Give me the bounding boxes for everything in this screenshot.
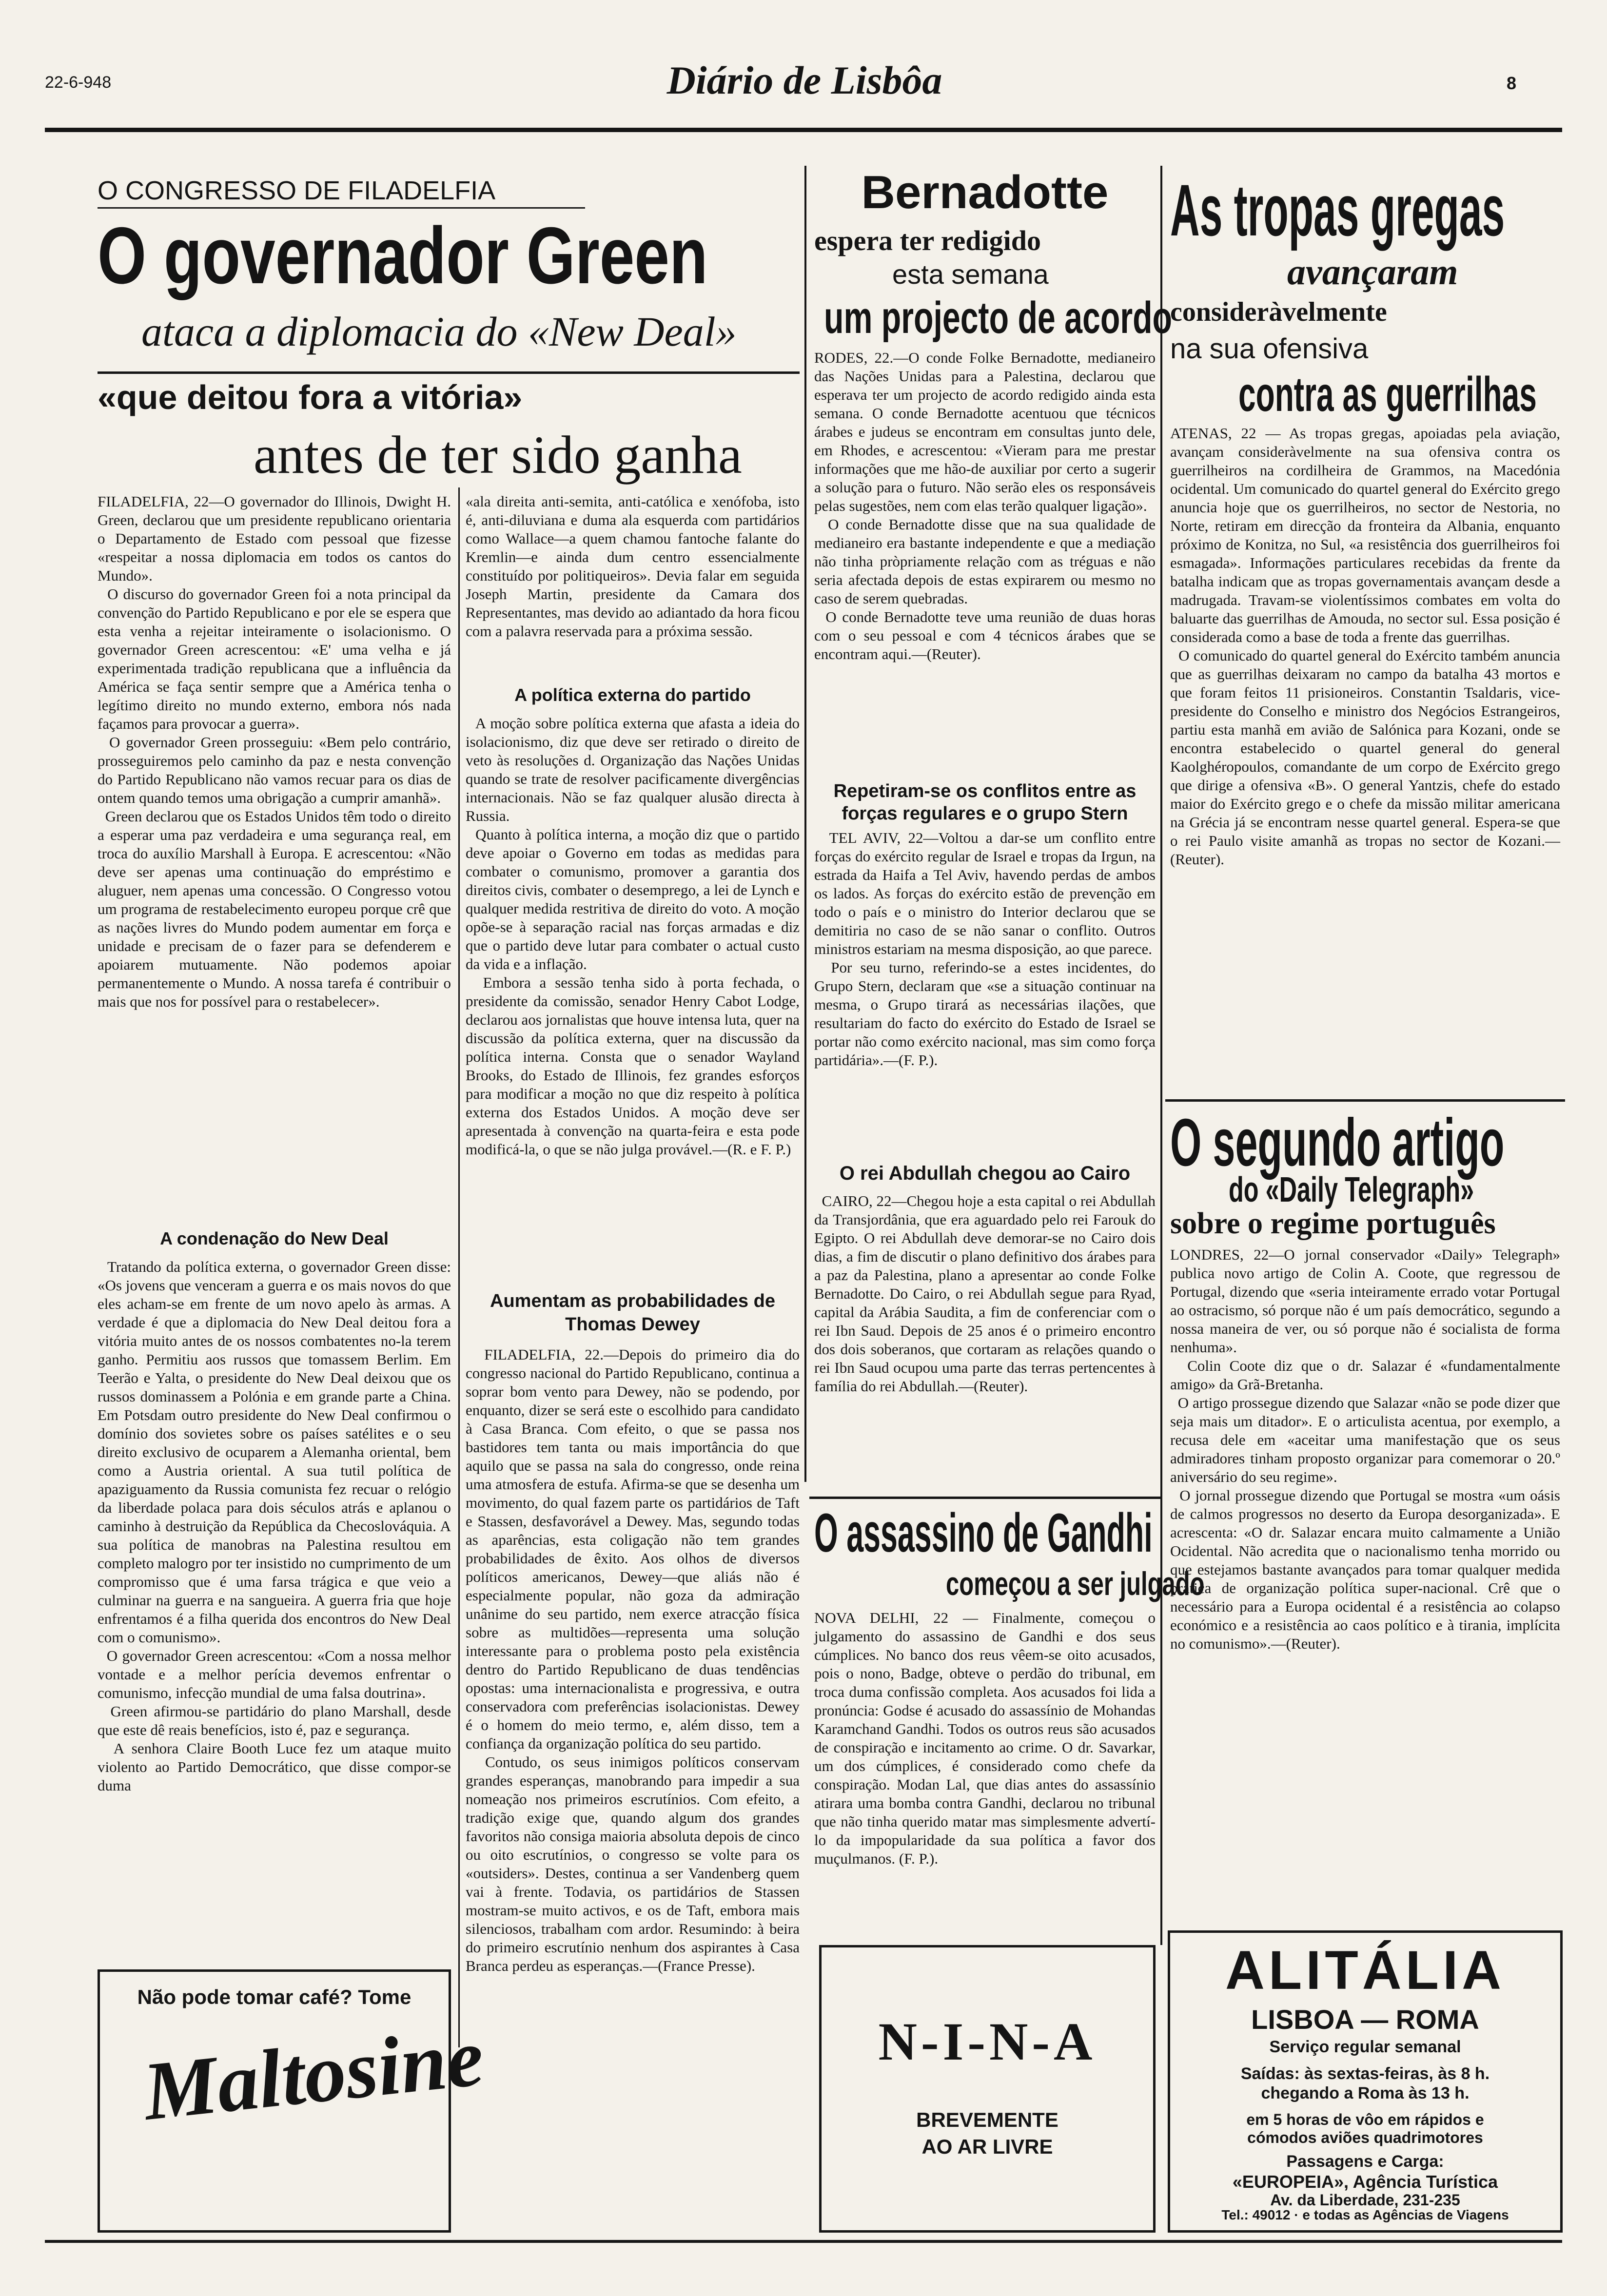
bernadotte-body-3: CAIRO, 22—Chegou hoje a esta capital o rei Abdullah da Transjordânia, que era aguardado pelo rei Farouk do Egipto. O rei Abdullah deve demorar-se no Cairo dois dias, a fim de discutir o plano definitivo dos árabes para a paz da Palestina, plano a apresentar ao conde Folke Bernadotte. Do Cairo, o rei Abdullah segue para Ryad, capital da Arábia Saudita, a fim de conferenciar com o rei Ibn Saud. Depois de 25 anos é o primeiro encontro dos dois soberanos, que cortaram as relações quando o rei Ibn Saud ocupou uma parte das terras pertencentes à família do rei Abdullah.—(Reuter). [814,1192,1159,1395]
article-body-col2: «ala direita anti-semita, anti-católica e xenófoba, isto é, anti-diluviana e duma ala esquerda com partidários como Wallace—a quem chamou fantoche falante do Kremlin—e ainda dum centro essencialmente constituído por politiqueiros». Devia falar em seguida Joseph Martin, presidente da Camara dos Representantes, mas devido ao adiantado da hora ficou com a palavra reservada para a próxima sessão. [466,493,804,640]
column-rule [458,487,460,2047]
deck-rule [98,371,800,374]
nina-line-2: AO AR LIVRE [921,2135,1053,2158]
kicker: O CONGRESSO DE FILADELFIA [98,176,496,205]
telegraph-body: LONDRES, 22—O jornal conservador «Daily» Telegraph» publica novo artigo de Colin A. Coote, que regressou de Portugal, dizendo que «seria inteiramente errado votar Portugal ao ostracismo, só porque não é um país democrático, segundo a nossa maneira de ver, ou só porque não é socialista de forma nenhuma». Colin Coote diz que o dr. Salazar é «fundamentalmente amigo» da Grã-Bretanha. O artigo prossegue dizendo que Salazar «não se pode dizer que seja mais um ditador». E o articulista acentua, por exemplo, a recusa dele em «aceitar uma manifestação que os seus admiradores tinham proposto organizar para comemorar o 20.º aniversário do seu regime». O jornal prossegue dizendo que Portugal se mostra «um oásis de calmos progressos no deserto da Europa desorganizada». E acrescenta: «O dr. Salazar encara muito calmamente a União Ocidental. Não acredita que o nacionalismo tenha morrido ou que estejamos bastante avançados para tomar qualquer medida prática de organização política super-nacional. Crê que o necessário para a Europa ocidental é a resistência ao colapso económico e a resistência ao caos político e à tirania, implícita no comunismo».—(Reuter). [1170,1246,1561,1652]
alitalia-address: Av. da Liberdade, 231-235 [1270,2191,1460,2209]
nina-ad [819,1945,1156,2233]
subhead: A política externa do partido [514,685,751,705]
greek-headline-1: As tropas gregas [1170,169,1505,251]
nina-logo: N-I-N-A [878,2012,1097,2071]
header-rule [45,128,1562,132]
greek-headline-2: avançaram [1287,252,1458,292]
masthead: Diário de Lisbôa [666,58,942,102]
gandhi-body: NOVA DELHI, 22 — Finalmente, começou o julgamento do assassino de Gandhi e dos seus cúmplices. No banco dos reus vêem-se oito acusados, pois o nono, Badge, obteve o perdão do tribunal, em troca duma confissão completa. Aos acusados foi lida a pronúncia: Godse é acusado do assassínio de Mohandas Karamchand Gandhi. Todos os outros reus são acusados de conspiração e incitamento ao crime. O dr. Savarkar, um dos cúmplices, é considerado como chefe da conspiração. Modan Lal, que dias antes do assassínio atirara uma bomba contra Gandhi, declarou no tribunal que não tinha querido matar mas simplesmente advertí-lo da impopularidade da sua política a favor dos muçulmanos. (F. P.). [814,1609,1159,1867]
subhead: O rei Abdullah chegou ao Cairo [839,1163,1131,1184]
alitalia-logo: ALITÁLIA [1225,1940,1506,2001]
alitalia-duration-1: em 5 horas de vôo em rápidos e [1246,2111,1484,2128]
bernadotte-body-2: TEL AVIV, 22—Voltou a dar-se um conflito entre forças do exército regular de Israel e tropas da Irgun, na estrada da Haifa a Tel Aviv, havendo perdas de ambos os lados. As forças do exército estão de prevenção em todo o país e o ministro do Interior declarou que se demitiria no caso de se não sanar o conflito. Outros ministros estariam na mesma disposição, ao que parece. Por seu turno, referindo-se a estes incidentes, do Grupo Stern, declaram que «se a situação continuar na mesma, o Grupo tirará as necessárias ilações, que resultariam do facto do exército do Estado de Israel se portar não como exército nacional, mas sim como força partidária».—(F. P.). [814,829,1156,1069]
subhead: A condenação do New Deal [160,1228,389,1248]
greek-headline-4: na sua ofensiva [1170,333,1369,365]
article-body-col1-part2: Tratando da política externa, o governador Green disse: «Os jovens que venceram a guerra e os mais novos do que eles acham-se em frente de um novo apelo às armas. A verdade é que a diplomacia do New Deal deitou fora a vitória muito antes de os nossos combatentes no-la terem ganho. Permitiu aos russos que tomassem Berlim. Em Teerão e Yalta, o presidente do New Deal deixou que os russos dominassem a Polónia e em grande parte a China. Em Potsdam outro presidente do New Deal confirmou o domínio dos sovietes sobre os países satélites e o seu direito exclusivo de ocuparem a Alemanha oriental, bem como a Austria oriental. A sua tutil política de apaziguamento da Russia comunista fez recuar o relógio da liberdade polaca para dois séculos atrás e aplanou o caminho à destruição da República da Checoslováquia. A sua política de manobras na Palestina resultou em completo malogro por ter insistido no cumprimento de um compromisso que é uma farsa trágica e que veio a culminar na guerra e na sangueira. A guerra fria que hoje enfrentamos é a filha querida dos encontros do New Deal com o comunismo». O governador Green acrescentou: «Com a nossa melhor vontade e a melhor perícia devemos enfrentar o comunismo, infecção mundial de uma falsa doutrina». Green afirmou-se partidário do plano Marshall, desde que este dê reais benefícios, isto é, paz e segurança. A senhora Claire Booth Luce fez um ataque muito violento ao Partido Democrático, que disse compor-se duma [98,1258,451,1794]
subhead: Aumentam as probabilidades de Thomas Dewey [490,1291,775,1335]
subhead: Repetiram-se os conflitos entre as forças regulares e o grupo Stern [833,781,1137,824]
page-number: 8 [1507,73,1517,93]
deck: ataca a diplomacia do «New Deal» [141,308,737,355]
article-body-col2-part2: A moção sobre política externa que afasta a ideia do isolacionismo, diz que deve ser retirado o direito de veto às resoluções d. Organização das Nações Unidas quando se trate de resolver pacificamente divergências internacionais. Não se faz qualquer alusão directa à Russia. Quanto à política interna, a moção diz que o partido deve apoiar o Governo em todas as medidas para combater o comunismo, promover a garantia dos direitos civis, combater o desemprego, a lei de Lynch e qualquer medida restritiva de direito do voto. A moção opõe-se à separação racial nas forças armadas e diz que o partido deve lutar para combater o actual custo da vida e a inflação. Embora a sessão tenha sido à porta fechada, o presidente da comissão, senador Henry Cabot Lodge, declarou aos jornalistas que houve intensa luta, quer na discussão da política externa, quer na discussão da política interna. Consta que o senador Wayland Brooks, do Estado de Illinois, fez grandes esforços para modificar a moção no que diz respeito à política externa dos Estados Unidos. A moção deve ser apresentada à convenção na quarta-feira e esta pode modificá-la, o que se não julga provável.—(R. e F. P.) [466,715,800,1158]
article-body-col2-part3: FILADELFIA, 22.—Depois do primeiro dia do congresso nacional do Partido Republicano, continua a soprar bom vento para Dewey, não se podendo, por enquanto, dizer se será este o escolhido para candidato à Casa Branca. Com efeito, o que se passa nos bastidores tem tanta ou mais importância do que aquilo que se passa na sala do congresso, onde reina uma atmosfera de estufa. Afirma-se que se desenha um movimento, do qual fazem parte os partidários de Taft e Stassen, desfavorável a Dewey. Mas, segundo todas as aparências, esta coligação não tem grandes probabilidades de êxito. Aos olhos de diversos políticos americanos, Dewey—que aliás não é especialmente popular, não goza da admiração unânime do seu partido, nem exerce atracção física sobre as multidões—representa uma solução interessante para o problema posto pela existência dentro do Partido Republicano de duas tendências opostas: uma internacionalista e progressiva, e outra conservadora com preferências isolacionistas. Dewey é o homem do meio termo, e, além disso, tem a confiança da organização política do seu partido. Contudo, os seus inimigos políticos conservam grandes esperanças, manobrando para impedir a sua nomeação nos primeiros escrutínios. Com efeito, a tradição exige que, quando algum dos grandes favoritos não consiga maioria absoluta depois de cinco ou oito escrutínios, o congresso se volte para os «outsiders». Destes, continua a ser Vandenberg quem vai à frente. Todavia, os partidários de Stassen mostram-se muito activos, e os de Taft, embora mais silenciosos, trabalham com ardor. Resumindo: à beira do primeiro escrutínio nenhum dos aspirantes à Casa Branca perdeu as esperanças.—(France Presse). [466,1346,800,1974]
alitalia-cargo: Passagens e Carga: [1286,2152,1444,2171]
bernadotte-body: RODES, 22.—O conde Folke Bernadotte, medianeiro das Nações Unidas para a Palestina, declarou que esperava ter um projecto de acordo redigido ainda esta semana. O conde Bernadotte acentuou que técnicos árabes e judeus se encontram em consultas junto dele, em Rhodes, e acrescentou: «Vieram para me prestar informações que me hão-de auxiliar por certo a sugerir a solução para o futuro. Não serão eles os responsáveis pelas sugestões, nem com elas terão qualquer ligação». O conde Bernadotte disse que na sua qualidade de medianeiro era bastante independente e que a mediação não tinha pròpriamente relação com as tréguas e não seria afectada depois de estas expirarem ou mesmo no caso de serem quebradas. O conde Bernadotte teve uma reunião de duas horas com o seu pessoal e com 4 técnicos árabes que se encontram aqui.—(Reuter). [814,349,1156,662]
alitalia-phone-footer: Tel.: 49012 · e todas as Agências de Viagens [1221,2207,1509,2222]
bernadotte-sub1: espera ter redigido [814,225,1041,256]
alitalia-phone: Tel.: 49012 [1221,2207,1291,2222]
alitalia-agency: «EUROPEIA», Agência Turística [1232,2172,1498,2192]
greek-headline-3: consideràvelmente [1170,297,1387,327]
alitalia-duration-2: cómodos aviões quadrimotores [1247,2129,1483,2146]
kicker-rule [98,207,585,209]
alitalia-service: Serviço regular semanal [1269,2038,1461,2056]
gandhi-sub: começou a ser julgado [946,1565,1205,1602]
telegraph-rule [1165,1099,1565,1102]
bernadotte-sub2: esta semana [892,259,1049,290]
headline: O governador Green [98,211,708,300]
alitalia-route: LISBOA — ROMA [1251,2004,1479,2035]
maltosine-logo: Maltosine [139,2010,488,2138]
greek-headline-5: contra as guerrilhas [1238,367,1537,422]
column-rule [804,166,806,1482]
quote-line-2: antes de ter sido ganha [254,425,742,485]
telegraph-headline-2: do «Daily Telegraph» [1229,1170,1474,1209]
issue-date: 22-6-948 [45,73,112,92]
article-body-col1: FILADELFIA, 22—O governador do Illinois, Dwight H. Green, declarou que um presidente republicano orientaria o Departamento de Estado com pessoal que fizesse «respeitar a nossa diplomacia em todos os cantos do Mundo». O discurso do governador Green foi a nota principal da convenção do Partido Republicano e por ele se espera que esta venha a rejeitar inteiramente o isolacionismo. O governador Green acrescentou: «E' uma velha e já experimentada tradição republicana que a influência da América se faça sentir sempre que a América tenha o legítimo direito no mundo externo, embora nós nada façamos para provocar a guerra». O governador Green prosseguiu: «Bem pelo contrário, prosseguiremos pelo caminho da paz e nesta convenção do Partido Republicano não vamos recuar para os dias de ontem quando temos uma obrigação a cumprir amanhã». Green declarou que os Estados Unidos têm todo o direito a esperar uma paz verdadeira e uma segurança real, em troca do auxílio Marshall à Europa. E acrescentou: «Não deve ser apenas uma continuação do empréstimo e aluguer, nem apenas uma concessão. O Congresso votou um programa de restabelecimento europeu porque crê que as nações livres do Mundo podem aumentar em força e unidade e precisam de o fazer para se defenderem e apoiarem mutuamente. Não podemos apoiar permanentemente o Mundo. A nossa tarefa é contribuir o mais que nos for possível para o restabelecer». [98,493,451,1010]
bernadotte-sub3: um projecto de acordo [824,293,1173,343]
bernadotte-headline: Bernadotte [861,166,1109,218]
maltosine-ad [98,1969,488,2233]
column-rule [1160,166,1162,1945]
alitalia-ad [1168,1930,1563,2233]
alitalia-departure-2: chegando a Roma às 13 h. [1261,2084,1470,2102]
maltosine-tagline: Não pode tomar café? Tome [137,1985,412,2008]
alitalia-footer: e todas as Agências de Viagens [1302,2207,1509,2222]
footer-rule [45,2240,1562,2243]
quote-line-1: «que deitou fora a vitória» [98,378,523,416]
gandhi-headline: O assassino de Gandhi [814,1502,1153,1563]
greek-body: ATENAS, 22 — As tropas gregas, apoiadas pela aviação, avançam consideràvelmente na sua ofensiva contra os guerrilheiros na cordilheira de Grammos, na Macedónia ocidental. Um comunicado do quartel general do Exército grego anuncia hoje que os guerrilheiros, no sector de Nestoria, no Norte, retiram em direcção da fronteira da Albania, enquanto próximo de Konitza, no Sul, «a resistência dos guerrilheiros foi esmagada». Informações particulares recebidas da frente da batalha indicam que as tropas governamentais avançam desde a madrugada. Travam-se violentíssimos combates em volta do baluarte das guerrilhas de Amouda, no sector sul. Essa posição é considerada como a base de toda a frente das guerrilhas. O comunicado do quartel general do Exército também anuncia que as guerrilhas deixaram no campo da batalha 43 mortos e que foram feitos 11 prisioneiros. Constantin Tsaldaris, vice-presidente do Conselho e ministro dos Negócios Estrangeiros, partiu esta manhã em avião de Salónica para Kozani, onde se encontra estabelecido o quartel general do general Kaolghéropoulos, comandante de um corpo de Exército grego que dirige a ofensiva «B». O general Yantzis, chefe do estado maior do Exército grego e o chefe da missão militar americana na Grécia já se encontram nesse quartel general. Espera-se que o rei Paulo visite amanhã as tropas no sector de Kozani.—(Reuter). [1170,425,1560,868]
telegraph-headline-1: O segundo artigo [1170,1105,1505,1180]
gandhi-rule [809,1497,1160,1499]
nina-line-1: BREVEMENTE [916,2108,1058,2131]
telegraph-headline-3: sobre o regime português [1170,1207,1496,1240]
alitalia-departure-1: Saídas: às sextas-feiras, às 8 h. [1240,2064,1490,2083]
